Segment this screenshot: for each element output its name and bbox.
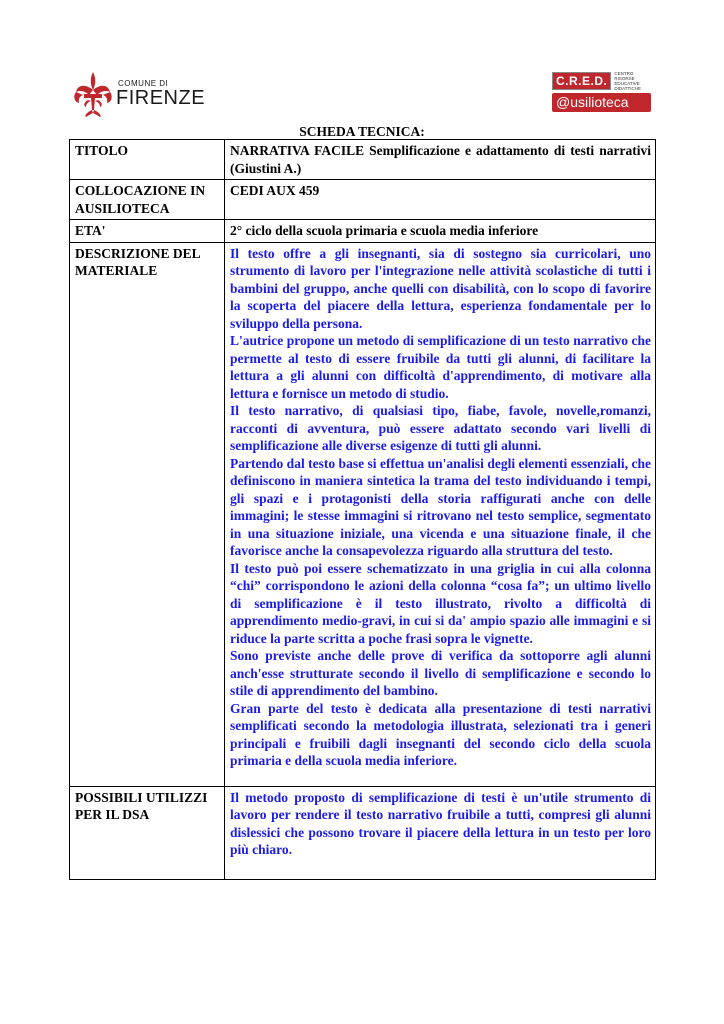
page-title: SCHEDA TECNICA: xyxy=(299,124,425,139)
value-descrizione xyxy=(225,242,656,786)
description-spacer xyxy=(230,770,651,784)
description-paragraph: Il testo può poi essere schematizzato in una griglia in cui alla colonna “chi” corrispondono le azioni della colonna “cosa fa”; un ultimo livello di semplificazione è il testo illustrato, rivolto a difficoltà di apprendimento medio-gravi, in cui si da' ampio spazio alle immagini e si riduce la parte scritta a poche frasi sopra le vignette. xyxy=(230,560,651,646)
florentine-lily-icon xyxy=(72,70,114,118)
utilizzi-text: Il metodo proposto di semplificazione di testi è un'utile strumento di lavoro per rendere il testo narrativo fruibile a tutti, compresi gli alunni dislessici che possono trovare il piacere della lettura in un testo per loro più chiaro. xyxy=(230,789,651,857)
row-collocazione xyxy=(70,180,656,220)
technical-sheet-table xyxy=(69,139,656,880)
description-paragraph: Gran parte del testo è dedicata alla presentazione di testi narrativi semplificati secondo la metodologia illustrata, selezionati tra i generi principali e fruibili dagli insegnanti del secondo ciclo della scuola primaria e della scuola media inferiore. xyxy=(230,700,651,768)
cred-label: C.R.E.D. xyxy=(552,72,611,90)
row-titolo xyxy=(70,140,656,180)
label-collocazione: COLLOCAZIONE IN AUSILIOTECA xyxy=(70,180,225,220)
row-utilizzi xyxy=(70,786,656,879)
value-collocazione: CEDI AUX 459 xyxy=(225,180,656,220)
description-paragraph: Il testo offre a gli insegnanti, sia di sostegno sia curricolari, uno strumento di lavoro per l'integrazione nelle attività scolastiche di tutti i bambini del gruppo, anche quelli con disabilità, con lo scopo di favorire la scoperta del piacere della lettura, esperienza fondamentale per lo sviluppo della persona. xyxy=(230,245,651,331)
comune-firenze-logo xyxy=(72,70,205,118)
comune-big-label: FIRENZE xyxy=(116,87,206,109)
value-utilizzi xyxy=(225,786,656,879)
label-titolo: TITOLO xyxy=(70,140,225,180)
row-eta xyxy=(70,220,656,243)
description-paragraph: Il testo narrativo, di qualsiasi tipo, fiabe, favole, novelle,romanzi, racconti di avventura, può essere adattato secondo vari livelli di semplificazione alle diverse esigenze di tutti gli alunni. xyxy=(230,403,651,453)
comune-small-label: COMUNE DI xyxy=(118,79,169,88)
cred-subtitle: CENTRO RISORSE EDUCATIVE DIDATTICHE xyxy=(614,71,642,91)
label-utilizzi: POSSIBILI UTILIZZI PER IL DSA xyxy=(70,786,225,879)
description-paragraph: Sono previste anche delle prove di verifica da sottoporre agli alunni anch'esse strutturate secondo il livello di semplificazione e secondo lo stile di apprendimento del bambino. xyxy=(230,648,651,698)
utilizzi-spacer xyxy=(230,859,651,877)
value-titolo: NARRATIVA FACILE Semplificazione e adattamento di testi narrativi (Giustini A.) xyxy=(225,140,656,180)
description-paragraph: Partendo dal testo base si effettua un'analisi degli elementi essenziali, che definiscono in maniera sintetica la trama del testo individuando i tempi, gli spazi e i protagonisti della storia raffigurati anche con delle immagini; le stesse immagini si ritrovano nel testo semplice, segmentato in una situazione iniziale, una vicenda e una situazione finale, il che favorisce anche la consapevolezza riguardo alla struttura del testo. xyxy=(230,455,651,558)
label-eta: ETA' xyxy=(70,220,225,243)
value-eta: 2° ciclo della scuola primaria e scuola media inferiore xyxy=(225,220,656,243)
ausilioteca-label: @usilioteca xyxy=(552,93,651,112)
description-paragraph: L'autrice propone un metodo di semplificazione di un testo narrativo che permette al testo di essere fruibile da tutti gli alunni, di facilitare la lettura a gli alunni con difficoltà d'apprendimento, di motivare alla lettura e fornisce un metodo di studio. xyxy=(230,333,651,401)
cred-ausilioteca-logo xyxy=(552,71,652,112)
label-descrizione: DESCRIZIONE DEL MATERIALE xyxy=(70,242,225,786)
row-descrizione xyxy=(70,242,656,786)
